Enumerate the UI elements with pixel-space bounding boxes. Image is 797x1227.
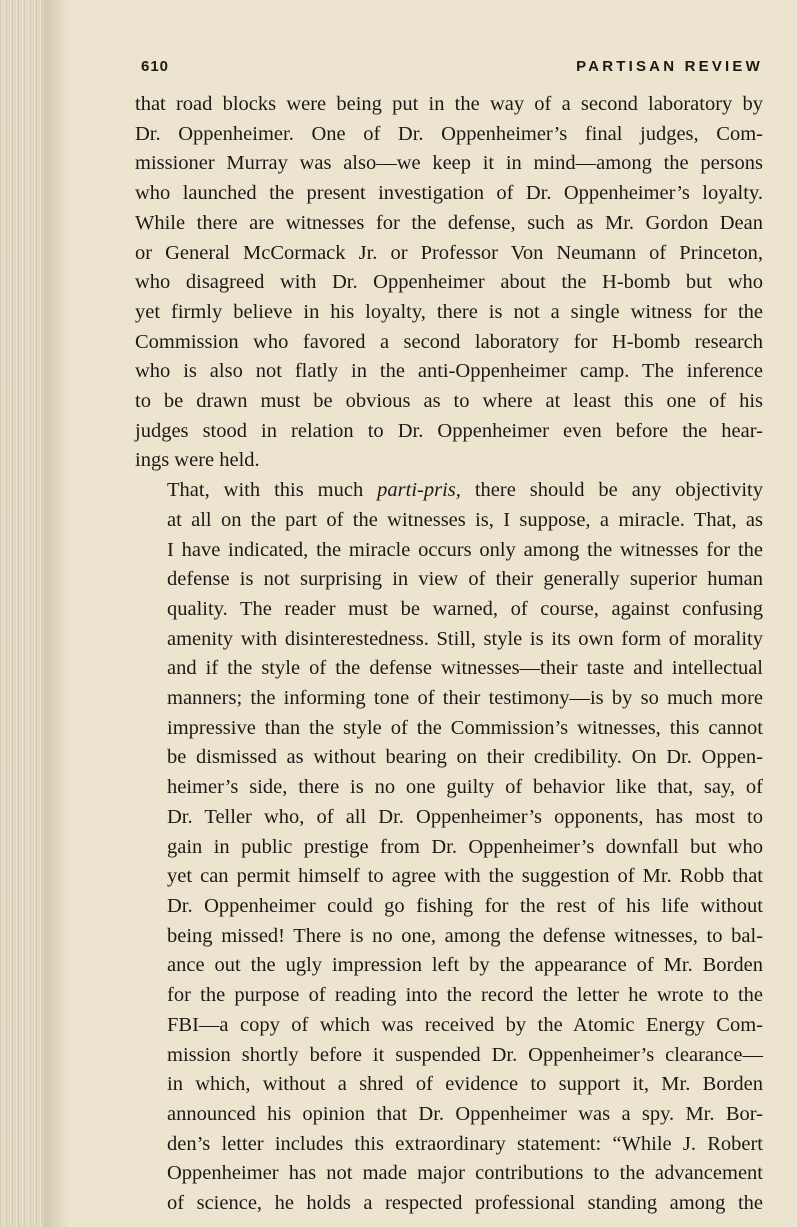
text-line: Dr. Teller who, of all Dr. Oppenheimer’s opponents, has most to — [167, 805, 763, 828]
page-number: 610 — [141, 58, 170, 75]
text-line: I have indicated, the miracle occurs only among the witnesses for the — [167, 538, 763, 561]
text-line: and if the style of the defense witnesses—their taste and intellectual — [167, 657, 763, 680]
text-line: yet firmly believe in his loyalty, there is not a single witness for the — [135, 300, 763, 323]
article-body — [135, 90, 763, 1219]
text-line: impressive than the style of the Commission’s witnesses, this cannot — [167, 716, 763, 739]
text-line: mission shortly before it suspended Dr. Oppenheimer’s clearance— — [167, 1043, 763, 1066]
book-spine-gutter — [0, 0, 44, 1227]
text-line: that road blocks were being put in the way of a second laboratory by — [135, 93, 763, 115]
text-line: missioner Murray was also—we keep it in mind—among the persons — [135, 152, 763, 175]
text-line: be dismissed as without bearing on their credibility. On Dr. Oppen- — [167, 746, 763, 769]
text-line: Dr. Oppenheimer could go fishing for the rest of his life without — [167, 894, 763, 917]
paragraph-2 — [135, 476, 763, 1219]
text-line: at all on the part of the witnesses is, I suppose, a miracle. That, as — [167, 508, 763, 531]
text-line: ings were held. — [135, 449, 260, 472]
text-line: judges stood in relation to Dr. Oppenheimer even before the hear- — [135, 419, 763, 442]
text-line: Oppenheimer has not made major contributions to the advancement — [167, 1162, 763, 1185]
text-line: gain in public prestige from Dr. Oppenheimer’s downfall but who — [167, 835, 763, 858]
text-line: for the purpose of reading into the record the letter he wrote to the — [167, 984, 763, 1007]
text-line: ance out the ugly impression left by the appearance of Mr. Borden — [167, 954, 763, 977]
book-page — [135, 48, 763, 1219]
text-line: to be drawn must be obvious as to where at least this one of his — [135, 390, 763, 413]
text-line: defense is not surprising in view of their generally superior human — [167, 568, 763, 591]
text-line: While there are witnesses for the defense, such as Mr. Gordon Dean — [135, 211, 763, 234]
text-line: Commission who favored a second laboratory for H-bomb research — [135, 330, 763, 353]
text-line: being missed! There is no one, among the defense witnesses, to bal- — [167, 924, 763, 947]
text-fragment: there should be any objectivity — [460, 479, 763, 502]
text-line: who disagreed with Dr. Oppenheimer about the H-bomb but who — [135, 271, 763, 294]
text-line: of science, he holds a respected professional standing among the — [167, 1192, 763, 1215]
text-line: manners; the informing tone of their testimony—is by so much more — [167, 687, 763, 710]
text-line: amenity with disinterestedness. Still, style is its own form of morality — [167, 627, 763, 650]
text-line: who launched the present investigation of Dr. Oppenheimer’s loyalty. — [135, 182, 763, 205]
gutter-shadow — [44, 0, 70, 1227]
text-line: or General McCormack Jr. or Professor Von Neumann of Princeton, — [135, 241, 763, 264]
paragraph-1 — [135, 90, 763, 476]
text-line: heimer’s side, there is no one guilty of behavior like that, say, of — [167, 776, 763, 799]
text-line: who is also not flatly in the anti-Oppenheimer camp. The inference — [135, 360, 763, 383]
journal-title: PARTISAN REVIEW — [576, 58, 763, 75]
text-line: FBI—a copy of which was received by the Atomic Energy Com- — [167, 1013, 763, 1036]
italic-phrase: parti-pris, — [377, 479, 461, 502]
text-line-first — [135, 476, 763, 506]
text-line: Dr. Oppenheimer. One of Dr. Oppenheimer’s final judges, Com- — [135, 122, 763, 145]
running-head — [135, 48, 763, 90]
text-line: quality. The reader must be warned, of course, against confusing — [167, 597, 763, 620]
text-line: den’s letter includes this extraordinary statement: “While J. Robert — [167, 1132, 763, 1155]
text-line: yet can permit himself to agree with the suggestion of Mr. Robb that — [167, 865, 763, 888]
text-fragment: That, with this much — [167, 479, 378, 502]
text-line: announced his opinion that Dr. Oppenheimer was a spy. Mr. Bor- — [167, 1102, 763, 1125]
text-line: in which, without a shred of evidence to support it, Mr. Borden — [167, 1073, 763, 1096]
